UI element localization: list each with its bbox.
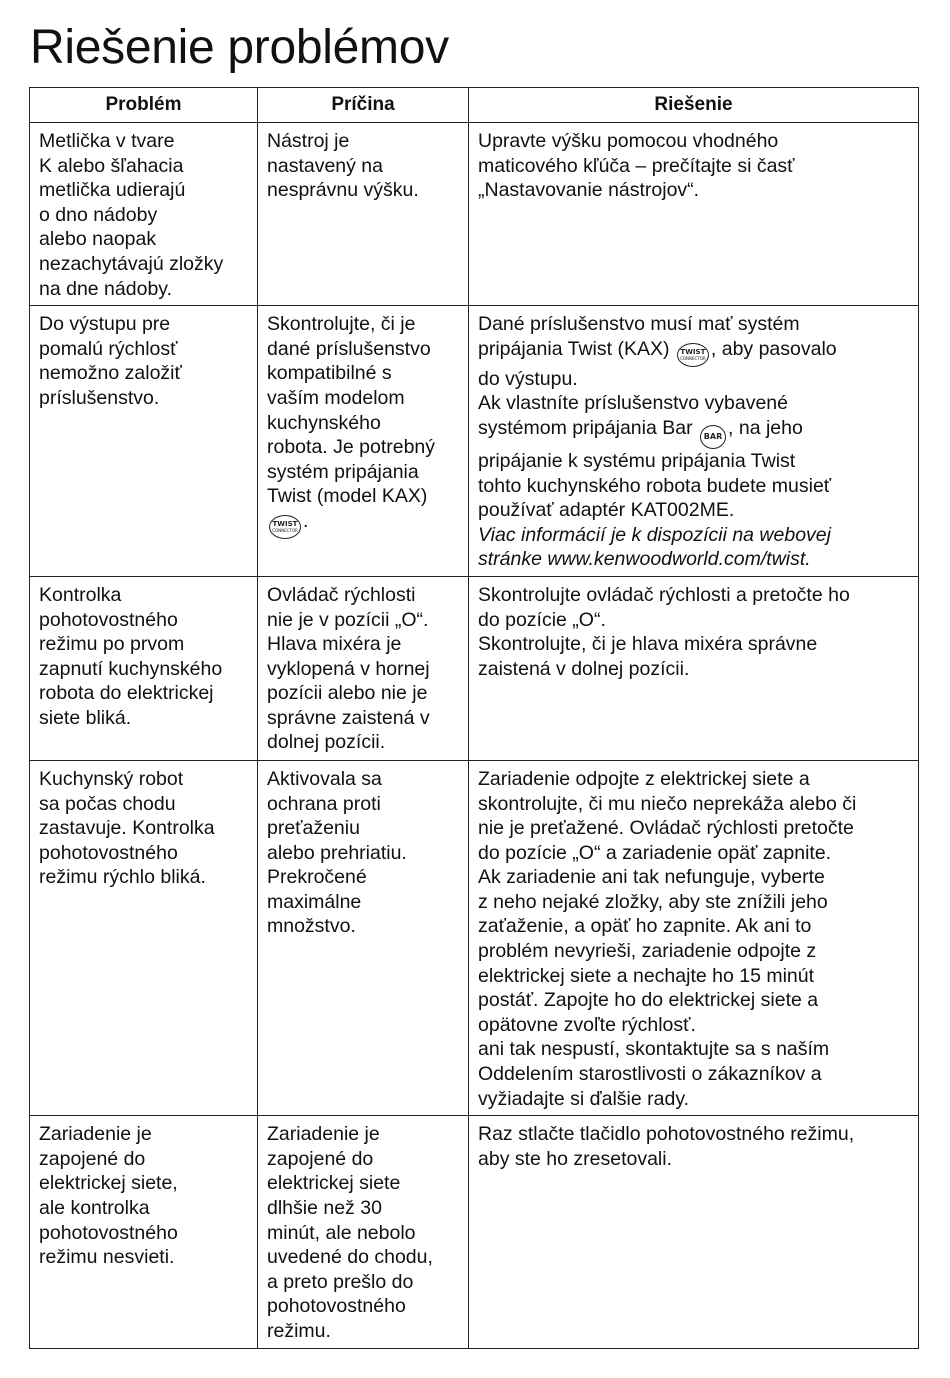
text-line: Zariadenie odpojte z elektrickej siete a — [478, 767, 810, 790]
text-line: zastavuje. Kontrolka — [39, 817, 215, 840]
text-line: elektrickej siete — [267, 1172, 401, 1195]
text-line: kompatibilné s — [267, 362, 392, 385]
cause-cell — [258, 123, 469, 306]
text-line: režimu nesvieti. — [39, 1246, 175, 1269]
text-line: do pozície „O“ a zariadenie opäť zapnite. — [478, 841, 832, 864]
text-line: alebo naopak — [39, 228, 157, 251]
text-line: zaťaženie, a opäť ho zapnite. Ak ani to — [478, 915, 812, 938]
table-row — [30, 576, 919, 760]
text-line: „Nastavovanie nástrojov“. — [478, 179, 700, 202]
text-line: Hlava mixéra je — [267, 633, 402, 656]
text-line: nie je v pozícii „O“. — [267, 608, 429, 631]
problem-cell — [30, 576, 258, 760]
text-line — [267, 509, 459, 539]
text-line: pripájanie k systému pripájania Twist — [478, 449, 796, 472]
text-line: na dne nádoby. — [39, 277, 173, 300]
text-line: dané príslušenstvo — [267, 337, 431, 360]
text-line: Kuchynský robot — [39, 767, 184, 790]
problem-cell — [30, 760, 258, 1115]
twist-connector-icon — [269, 515, 301, 539]
text-line: pohotovostného — [39, 608, 178, 631]
text-fragment: pripájania Twist (KAX) — [478, 337, 670, 360]
header-solution: Riešenie — [469, 88, 919, 123]
text-line: ale kontrolka — [39, 1197, 150, 1219]
text-line: a preto prešlo do — [267, 1270, 414, 1293]
text-line: Oddelením starostlivosti o zákazníkov a — [478, 1063, 822, 1086]
text-line: nesprávnu výšku. — [267, 179, 419, 202]
text-line: preťaženiu — [267, 817, 360, 840]
text-line: zaistená v dolnej pozícii. — [478, 657, 690, 680]
text-line: elektrickej siete a nechajte ho 15 minút — [478, 964, 815, 987]
text-fragment: . — [303, 509, 309, 532]
text-line: do výstupu. — [478, 367, 578, 390]
twist-connector-icon — [677, 343, 709, 367]
header-problem: Problém — [30, 88, 258, 123]
text-line: zapojené do — [39, 1147, 146, 1170]
text-line: Twist (model KAX) — [267, 485, 428, 508]
table-row — [30, 760, 919, 1115]
cause-cell — [258, 306, 469, 577]
text-line: pohotovostného — [39, 1221, 178, 1244]
text-line: nastavený na — [267, 154, 384, 177]
text-line: Kontrolka — [39, 583, 122, 606]
website-link-text: stránke www.kenwoodworld.com/twist. — [478, 548, 811, 571]
text-line: množstvo. — [267, 915, 356, 938]
table-header-row — [30, 88, 919, 123]
problem-cell — [30, 1116, 258, 1348]
text-line: Ovládač rýchlosti — [267, 583, 416, 606]
text-line: minút, ale nebolo — [267, 1221, 416, 1244]
solution-cell — [469, 576, 919, 760]
solution-cell — [469, 1116, 919, 1348]
text-line: o dno nádoby — [39, 203, 158, 226]
table-row — [30, 306, 919, 577]
text-line: nezachytávajú zložky — [39, 252, 224, 275]
text-line — [478, 337, 909, 367]
text-line: K alebo šľahacia — [39, 154, 184, 177]
text-line: Zariadenie je — [39, 1123, 152, 1146]
text-line: pohotovostného — [39, 841, 178, 864]
text-line: Upravte výšku pomocou vhodného — [478, 130, 779, 152]
text-line: nemožno založiť — [39, 362, 182, 385]
text-line: siete bliká. — [39, 706, 132, 729]
text-line: Ak zariadenie ani tak nefunguje, vyberte — [478, 866, 825, 889]
problem-cell — [30, 123, 258, 306]
text-line: dlhšie než 30 — [267, 1197, 382, 1219]
text-line: problém nevyrieši, zariadenie odpojte z — [478, 940, 817, 963]
text-line: vyklopená v hornej — [267, 657, 430, 680]
text-line: vaším modelom — [267, 386, 405, 409]
solution-cell — [469, 760, 919, 1115]
text-line: príslušenstvo. — [39, 386, 160, 409]
text-line: Raz stlačte tlačidlo pohotovostného režimu, — [478, 1123, 855, 1146]
text-line: dolnej pozícii. — [267, 731, 386, 754]
text-line: Skontrolujte, či je — [267, 313, 416, 336]
text-line: tohto kuchynského robota budete musieť — [478, 474, 832, 497]
text-line: maximálne — [267, 890, 362, 913]
cause-cell — [258, 760, 469, 1115]
text-line: Dané príslušenstvo musí mať systém — [478, 313, 800, 336]
text-line: sa počas chodu — [39, 792, 176, 815]
text-line: aby ste ho zresetovali. — [478, 1147, 673, 1170]
table-row — [30, 123, 919, 306]
text-line: alebo prehriatiu. — [267, 841, 407, 864]
text-line: uvedené do chodu, — [267, 1246, 433, 1269]
text-line: Viac informácií je k dispozícii na webovej — [478, 523, 831, 546]
text-line: elektrickej siete, — [39, 1172, 178, 1195]
text-line: vyžiadajte si ďalšie rady. — [478, 1087, 690, 1110]
text-line: režimu. — [267, 1319, 331, 1342]
text-line: Nástroj je — [267, 130, 350, 152]
cause-cell — [258, 1116, 469, 1348]
text-line: pozícii alebo nie je — [267, 682, 428, 705]
text-line: opätovne zvoľte rýchlosť. — [478, 1013, 696, 1036]
text-line: Aktivovala sa — [267, 767, 382, 790]
page-title: Riešenie problémov — [30, 21, 449, 74]
text-line: Do výstupu pre — [39, 313, 171, 336]
twist-icon-label: TWIST — [272, 519, 298, 528]
text-line: skontrolujte, či mu niečo neprekáža alebo či — [478, 792, 857, 815]
twist-icon-sublabel: CONNECTOR — [680, 355, 706, 361]
text-line: Zariadenie je — [267, 1123, 380, 1146]
text-line: Skontrolujte ovládač rýchlosti a pretočte ho — [478, 583, 850, 606]
problem-cell — [30, 306, 258, 577]
text-line: metlička udierajú — [39, 179, 186, 202]
text-line: ani tak nespustí, skontaktujte sa s naším — [478, 1038, 830, 1061]
text-line: zapojené do — [267, 1147, 374, 1170]
text-fragment: , aby pasovalo — [710, 337, 837, 360]
text-line: ochrana proti — [267, 792, 381, 815]
text-line: Metlička v tvare — [39, 130, 175, 152]
text-line: používať adaptér KAT002ME. — [478, 499, 735, 522]
text-line: systém pripájania — [267, 460, 419, 483]
text-line: kuchynského — [267, 411, 381, 434]
solution-cell — [469, 123, 919, 306]
text-fragment: systémom pripájania Bar — [478, 416, 693, 439]
text-line: postáť. Zapojte ho do elektrickej siete a — [478, 989, 819, 1012]
text-line: maticového kľúča – prečítajte si časť — [478, 154, 795, 177]
text-line: Prekročené — [267, 866, 367, 889]
solution-cell — [469, 306, 919, 577]
text-line: robota do elektrickej — [39, 682, 214, 705]
text-line: zapnutí kuchynského — [39, 657, 223, 680]
troubleshooting-table — [29, 87, 919, 1349]
text-line: režimu po prvom — [39, 633, 185, 656]
text-line — [478, 416, 909, 449]
table-row — [30, 1116, 919, 1348]
text-line: nie je preťažené. Ovládač rýchlosti pretočte — [478, 817, 854, 840]
bar-connector-icon: BAR — [700, 425, 726, 449]
twist-icon-label: TWIST — [680, 347, 706, 356]
header-cause: Príčina — [258, 88, 469, 123]
text-line: do pozície „O“. — [478, 608, 606, 631]
text-line: režimu rýchlo bliká. — [39, 866, 206, 889]
text-fragment: , na jeho — [728, 416, 803, 439]
text-line: pomalú rýchlosť — [39, 337, 178, 360]
text-line: Skontrolujte, či je hlava mixéra správne — [478, 633, 818, 656]
cause-cell — [258, 576, 469, 760]
text-line: robota. Je potrebný — [267, 436, 436, 459]
twist-icon-sublabel: CONNECTOR — [272, 527, 298, 533]
text-line: z neho nejaké zložky, aby ste znížili jeho — [478, 890, 828, 913]
text-line: Ak vlastníte príslušenstvo vybavené — [478, 392, 788, 415]
text-line: pohotovostného — [267, 1295, 406, 1318]
text-line: správne zaistená v — [267, 706, 430, 729]
